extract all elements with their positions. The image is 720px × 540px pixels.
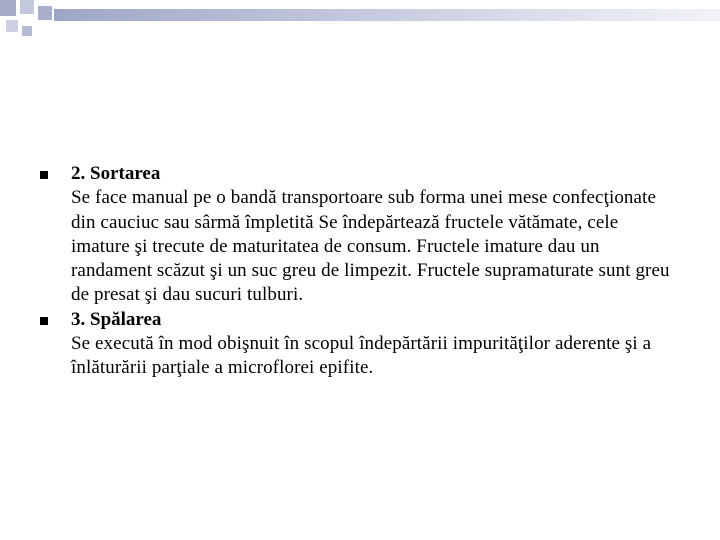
bullet-item-sortarea <box>40 162 680 308</box>
item-title: 2. Sortarea <box>71 163 161 184</box>
decorative-square <box>22 26 32 36</box>
decorative-square <box>0 0 16 16</box>
bullet-item-spalarea <box>40 308 680 381</box>
item-title: 3. Spălarea <box>71 308 162 330</box>
bullet-list <box>40 162 680 381</box>
square-bullet-icon <box>40 171 48 179</box>
item-body: Se execută în mod obişnuit în scopul îndepărtării impurităţilor aderente şi a înlăturării parţiale a microflorei epifite. <box>71 333 652 379</box>
square-bullet-icon <box>40 317 48 325</box>
decorative-top-bar <box>54 9 720 21</box>
decorative-square <box>38 6 52 20</box>
item-body: Se face manual pe o bandă transportoare sub forma unei mese confecţionate din cauciuc sau sârmă împletită Se îndepărtează fructele vătămate, cele imature şi trecute de maturitatea de consum. Fructele imature dau un randament scăzut şi un suc greu de limpezit. Fructele supramaturate sunt greu de presat şi dau sucuri tulburi. <box>71 187 670 306</box>
decorative-square <box>20 0 34 14</box>
decorative-square <box>6 20 18 32</box>
